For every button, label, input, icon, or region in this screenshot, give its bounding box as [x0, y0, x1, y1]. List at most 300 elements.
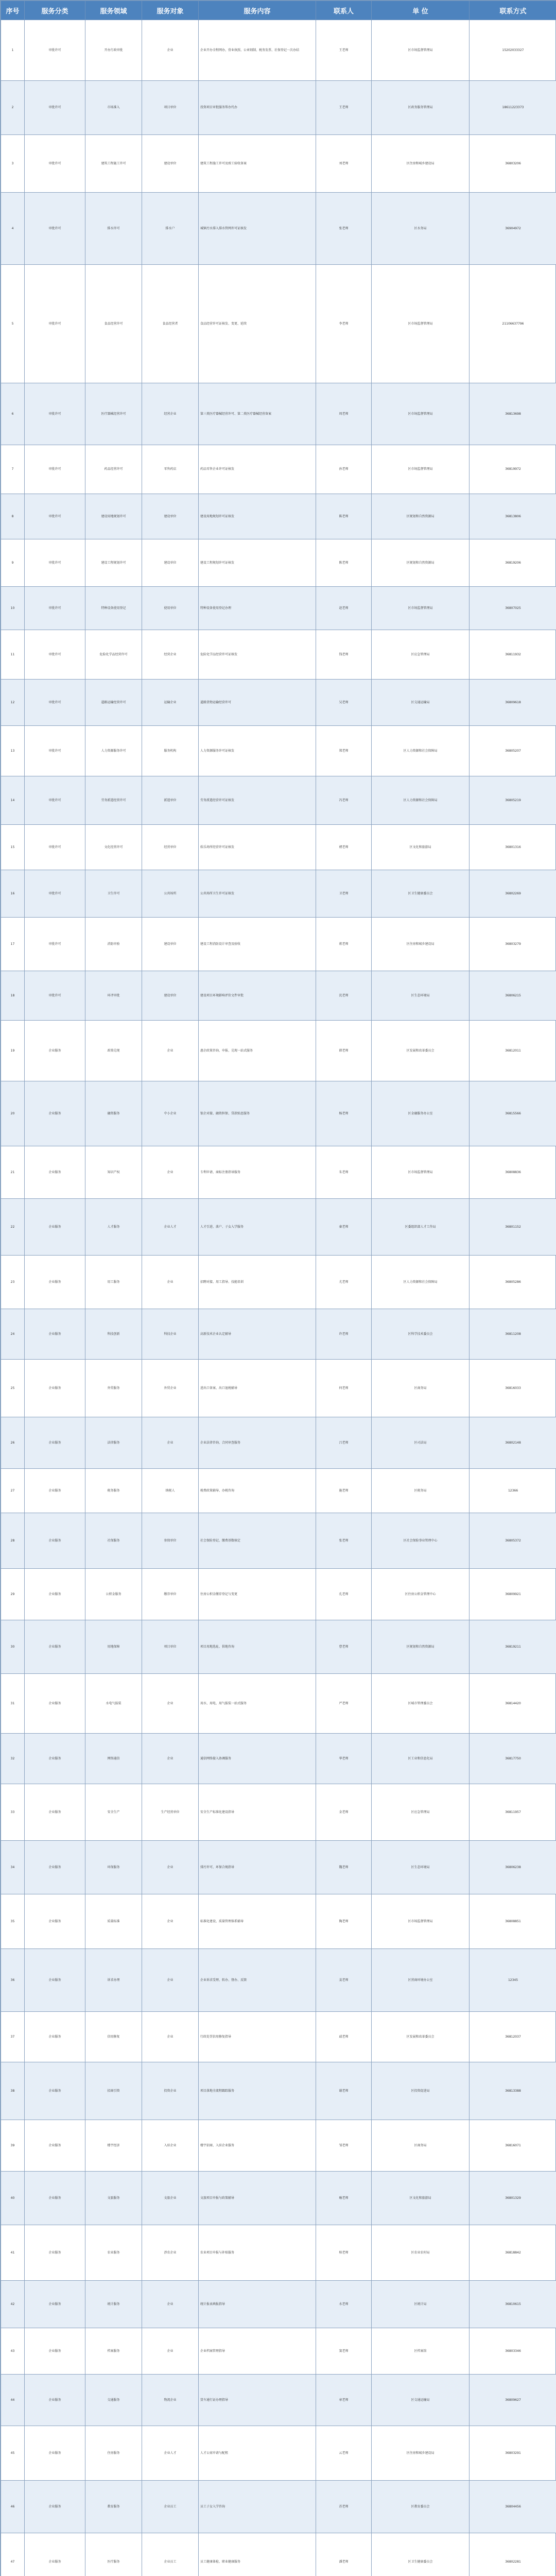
table-row: [1, 971, 556, 1021]
row-number: 45: [1, 2426, 25, 2481]
contact-person: 苏老师: [316, 2481, 372, 2533]
table-row: [1, 1256, 556, 1309]
service-unit: 区市场监督管理局: [372, 20, 470, 81]
contact-phone: 36816033: [470, 1360, 556, 1417]
service-category: 审批许可: [25, 870, 85, 918]
table-row: [1, 2533, 556, 2576]
table-row: [1, 1734, 556, 1784]
service-content: 企业开办全程网办，营业执照、公章刻制、税务发票、社保登记一次办结: [199, 20, 316, 81]
row-number: 30: [1, 1620, 25, 1674]
service-category: 企业服务: [25, 1199, 85, 1256]
table-row: [1, 1081, 556, 1146]
contact-phone: 36805207: [470, 726, 556, 776]
service-field: 药品经营许可: [85, 445, 142, 494]
service-unit: 区交通运输局: [372, 680, 470, 726]
service-field: 楼宇经济: [85, 2120, 142, 2172]
table-row: [1, 81, 556, 135]
service-category: 企业服务: [25, 1309, 85, 1360]
service-category: 企业服务: [25, 1569, 85, 1620]
contact-person: 喻老师: [316, 2172, 372, 2225]
contact-phone: 36819206: [470, 539, 556, 587]
service-category: 审批许可: [25, 587, 85, 630]
service-category: 审批许可: [25, 135, 85, 193]
table-header-row: [1, 1, 556, 20]
service-unit: 区住房公积金管理中心: [372, 1569, 470, 1620]
header-no: 序号: [1, 1, 25, 20]
row-number: 43: [1, 2328, 25, 2375]
contact-phone: 36802148: [470, 1417, 556, 1469]
service-content: 税费政策辅导、办税咨询: [199, 1469, 316, 1513]
service-field: 诉求办理: [85, 1949, 142, 2012]
service-unit: 区商务局: [372, 1360, 470, 1417]
contact-person: 许老师: [316, 1309, 372, 1360]
service-target: 经营单位: [142, 825, 199, 870]
service-field: 建设用地规划许可: [85, 494, 142, 539]
contact-person: 孔老师: [316, 1569, 372, 1620]
row-number: 17: [1, 918, 25, 971]
contact-phone: 36811932: [470, 630, 556, 680]
service-unit: 区规划和自然资源局: [372, 494, 470, 539]
service-content: 食品经营许可证核发、变更、延续: [199, 265, 316, 383]
service-category: 审批许可: [25, 494, 85, 539]
service-category: 审批许可: [25, 20, 85, 81]
contact-person: 孙老师: [316, 445, 372, 494]
contact-person: 邹老师: [316, 2120, 372, 2172]
service-unit: 区市场监督管理局: [372, 1146, 470, 1199]
contact-phone: 36803206: [470, 135, 556, 193]
service-target: 企业: [142, 2012, 199, 2062]
service-field: 环保服务: [85, 1841, 142, 1894]
service-field: 医疗服务: [85, 2533, 142, 2576]
service-content: 企业档案管理指导: [199, 2328, 316, 2375]
service-content: 人才引进、落户、子女入学服务: [199, 1199, 316, 1256]
service-unit: 区市场监督管理局: [372, 587, 470, 630]
service-unit: 区生态环境局: [372, 971, 470, 1021]
contact-phone: 36809921: [470, 1569, 556, 1620]
service-category: 企业服务: [25, 1620, 85, 1674]
service-content: 项目落地全流程跟踪服务: [199, 2062, 316, 2120]
service-field: 交通服务: [85, 2375, 142, 2426]
service-category: 审批许可: [25, 630, 85, 680]
service-target: 企业: [142, 1021, 199, 1081]
table-row: [1, 1569, 556, 1620]
service-target: 中小企业: [142, 1081, 199, 1146]
service-unit: 区住房和城乡建设局: [372, 135, 470, 193]
service-field: 建筑工程施工许可: [85, 135, 142, 193]
row-number: 12: [1, 680, 25, 726]
service-unit: 区住房和城乡建设局: [372, 918, 470, 971]
service-content: 第三类医疗器械经营许可、第二类医疗器械经营备案: [199, 383, 316, 445]
contact-person: 何老师: [316, 1360, 372, 1417]
contact-phone: 21106637796: [470, 265, 556, 383]
service-unit: 区农业农村局: [372, 2225, 470, 2281]
row-number: 22: [1, 1199, 25, 1256]
service-unit: 区委组织部人才工作局: [372, 1199, 470, 1256]
service-target: 企业: [142, 1949, 199, 2012]
contact-person: 蒋老师: [316, 918, 372, 971]
service-target: 纳税人: [142, 1469, 199, 1513]
service-content: 住房公积金缴存登记与变更: [199, 1569, 316, 1620]
contact-person: 谢老师: [316, 2062, 372, 2120]
contact-phone: 36811208: [470, 1309, 556, 1360]
contact-person: 周老师: [316, 383, 372, 445]
contact-phone: 36809618: [470, 680, 556, 726]
row-number: 32: [1, 1734, 25, 1784]
service-target: 企业员工: [142, 2533, 199, 2576]
service-target: 企业: [142, 1841, 199, 1894]
table-row: [1, 1841, 556, 1894]
service-field: 统计服务: [85, 2281, 142, 2328]
table-row: [1, 135, 556, 193]
service-unit: 区规划和自然资源局: [372, 539, 470, 587]
service-category: 企业服务: [25, 2328, 85, 2375]
contact-person: 秦老师: [316, 1199, 372, 1256]
row-number: 23: [1, 1256, 25, 1309]
contact-person: 窦老师: [316, 2328, 372, 2375]
service-target: 入驻企业: [142, 2120, 199, 2172]
table-row: [1, 630, 556, 680]
service-field: 危险化学品经营许可: [85, 630, 142, 680]
service-field: 特种设备使用登记: [85, 587, 142, 630]
table-row: [1, 1674, 556, 1734]
service-category: 企业服务: [25, 1674, 85, 1734]
contact-phone: 36812011: [470, 1021, 556, 1081]
service-category: 审批许可: [25, 726, 85, 776]
service-target: 项目单位: [142, 81, 199, 135]
row-number: 16: [1, 870, 25, 918]
service-unit: 区税务局: [372, 1469, 470, 1513]
service-category: 企业服务: [25, 1081, 85, 1146]
service-field: 税务服务: [85, 1469, 142, 1513]
row-number: 18: [1, 971, 25, 1021]
table-row: [1, 2172, 556, 2225]
service-unit: 区政务服务管理局: [372, 81, 470, 135]
row-number: 31: [1, 1674, 25, 1734]
service-category: 企业服务: [25, 2225, 85, 2281]
header-unit: 单 位: [372, 1, 470, 20]
contact-person: 施老师: [316, 1469, 372, 1513]
service-unit: 区市场监督管理局: [372, 445, 470, 494]
service-content: 员工子女入学咨询: [199, 2481, 316, 2533]
service-unit: 区水务局: [372, 193, 470, 265]
service-content: 企业法律咨询、合同审查服务: [199, 1417, 316, 1469]
service-unit: 区城市管理委员会: [372, 1674, 470, 1734]
row-number: 39: [1, 2120, 25, 2172]
service-target: 企业: [142, 1256, 199, 1309]
service-target: 建设单位: [142, 971, 199, 1021]
service-target: 排水户: [142, 193, 199, 265]
contact-person: 华老师: [316, 1734, 372, 1784]
service-content: 企业诉求受理、转办、督办、反馈: [199, 1949, 316, 2012]
contact-person: 张老师: [316, 193, 372, 265]
service-content: 银企对接、融资担保、贷款贴息服务: [199, 1081, 316, 1146]
service-field: 网络通信: [85, 1734, 142, 1784]
service-content: 建设用地规划许可证核发: [199, 494, 316, 539]
service-field: 社保服务: [85, 1513, 142, 1569]
contact-phone: 36807025: [470, 587, 556, 630]
contact-phone: 36813806: [470, 494, 556, 539]
contact-phone: 36813698: [470, 383, 556, 445]
service-field: 开办行政审批: [85, 20, 142, 81]
row-number: 11: [1, 630, 25, 680]
table-row: [1, 383, 556, 445]
service-unit: 区市场监督管理局: [372, 383, 470, 445]
service-field: 人力资源服务许可: [85, 726, 142, 776]
service-content: 人力资源服务许可证核发: [199, 726, 316, 776]
table-row: [1, 918, 556, 971]
row-number: 21: [1, 1146, 25, 1199]
table-row: [1, 1949, 556, 2012]
service-target: 企业: [142, 1894, 199, 1949]
service-unit: 区发展和改革委员会: [372, 2012, 470, 2062]
row-number: 38: [1, 2062, 25, 2120]
service-target: 生产经营单位: [142, 1784, 199, 1841]
header-phone: 联系方式: [470, 1, 556, 20]
contact-phone: 36803291: [470, 2426, 556, 2481]
service-target: 参保单位: [142, 1513, 199, 1569]
service-target: 科技企业: [142, 1309, 199, 1360]
service-field: 外贸服务: [85, 1360, 142, 1417]
contact-phone: 36819211: [470, 1620, 556, 1674]
contact-person: 云老师: [316, 2426, 372, 2481]
service-target: 食品经营者: [142, 265, 199, 383]
row-number: 6: [1, 383, 25, 445]
row-number: 25: [1, 1360, 25, 1417]
service-target: 经营企业: [142, 630, 199, 680]
service-field: 建设工程规划许可: [85, 539, 142, 587]
table-row: [1, 20, 556, 81]
service-category: 审批许可: [25, 81, 85, 135]
contact-person: 刘老师: [316, 135, 372, 193]
row-number: 29: [1, 1569, 25, 1620]
service-content: 城镇污水排入排水管网许可证核发: [199, 193, 316, 265]
contact-phone: 36806238: [470, 1841, 556, 1894]
service-target: 物流企业: [142, 2375, 199, 2426]
contact-person: 章老师: [316, 2375, 372, 2426]
service-target: 文旅企业: [142, 2172, 199, 2225]
service-content: 特种设备使用登记办理: [199, 587, 316, 630]
service-content: 娱乐场所经营许可证核发: [199, 825, 316, 870]
table-row: [1, 587, 556, 630]
contact-phone: 36812037: [470, 2012, 556, 2062]
service-target: 运输企业: [142, 680, 199, 726]
contact-phone: 36805219: [470, 776, 556, 825]
header-field: 服务领域: [85, 1, 142, 20]
table-row: [1, 1309, 556, 1360]
service-unit: 区人力资源和社会保障局: [372, 1256, 470, 1309]
service-target: 派遣单位: [142, 776, 199, 825]
table-row: [1, 445, 556, 494]
row-number: 36: [1, 1949, 25, 2012]
contact-phone: 12366: [470, 1469, 556, 1513]
contact-phone: 36803346: [470, 2328, 556, 2375]
service-unit: 区生态环境局: [372, 1841, 470, 1894]
service-unit: 区应急管理局: [372, 1784, 470, 1841]
service-field: 道路运输经营许可: [85, 680, 142, 726]
contact-phone: 36801152: [470, 1199, 556, 1256]
row-number: 14: [1, 776, 25, 825]
row-number: 1: [1, 20, 25, 81]
row-number: 40: [1, 2172, 25, 2225]
service-content: 危险化学品经营许可证核发: [199, 630, 316, 680]
service-target: 企业: [142, 1417, 199, 1469]
table-row: [1, 1146, 556, 1199]
contact-phone: 36904972: [470, 193, 556, 265]
service-category: 企业服务: [25, 2062, 85, 2120]
service-category: 审批许可: [25, 445, 85, 494]
service-target: 缴存单位: [142, 1569, 199, 1620]
service-content: 公共场所卫生许可证核发: [199, 870, 316, 918]
service-unit: 区人力资源和社会保障局: [372, 776, 470, 825]
service-category: 企业服务: [25, 1784, 85, 1841]
table-row: [1, 776, 556, 825]
service-category: 企业服务: [25, 1417, 85, 1469]
service-content: 投资项目审批服务帮办代办: [199, 81, 316, 135]
service-content: 员工健康体检、职业健康服务: [199, 2533, 316, 2576]
contact-phone: 36801316: [470, 825, 556, 870]
service-unit: 区住房和城乡建设局: [372, 2426, 470, 2481]
service-content: 建设项目环境影响评价文件审批: [199, 971, 316, 1021]
row-number: 13: [1, 726, 25, 776]
table-row: [1, 1417, 556, 1469]
service-content: 人才公寓申请与配租: [199, 2426, 316, 2481]
contact-phone: 36810615: [470, 2281, 556, 2328]
service-unit: 区应急管理局: [372, 630, 470, 680]
service-target: 企业人才: [142, 2426, 199, 2481]
contact-person: 陶老师: [316, 1894, 372, 1949]
service-content: 用水、用电、用气报装一站式服务: [199, 1674, 316, 1734]
contact-phone: 36818842: [470, 2225, 556, 2281]
service-category: 审批许可: [25, 971, 85, 1021]
service-category: 企业服务: [25, 2120, 85, 2172]
service-content: 统计报表填报指导: [199, 2281, 316, 2328]
service-content: 建设工程消防设计审查及验收: [199, 918, 316, 971]
row-number: 20: [1, 1081, 25, 1146]
service-category: 企业服务: [25, 1360, 85, 1417]
service-unit: 区文化和旅游局: [372, 2172, 470, 2225]
service-field: 医疗器械经营许可: [85, 383, 142, 445]
service-target: 建设单位: [142, 494, 199, 539]
row-number: 35: [1, 1894, 25, 1949]
service-unit: 区教育委员会: [372, 2481, 470, 2533]
table-row: [1, 870, 556, 918]
contact-person: 姜老师: [316, 1949, 372, 2012]
service-field: 用工服务: [85, 1256, 142, 1309]
table-row: [1, 1469, 556, 1513]
service-field: 安全生产: [85, 1784, 142, 1841]
row-number: 33: [1, 1784, 25, 1841]
row-number: 15: [1, 825, 25, 870]
contact-phone: 36805372: [470, 1513, 556, 1569]
table-row: [1, 2281, 556, 2328]
row-number: 2: [1, 81, 25, 135]
service-category: 审批许可: [25, 918, 85, 971]
contact-person: 卫老师: [316, 870, 372, 918]
contact-person: 郑老师: [316, 726, 372, 776]
service-target: 企业: [142, 20, 199, 81]
service-field: 教育服务: [85, 2481, 142, 2533]
row-number: 24: [1, 1309, 25, 1360]
service-content: 社会保险登记、缴费基数核定: [199, 1513, 316, 1569]
service-unit: 区商务局: [372, 2120, 470, 2172]
row-number: 42: [1, 2281, 25, 2328]
contact-phone: 36806215: [470, 971, 556, 1021]
service-category: 企业服务: [25, 2426, 85, 2481]
service-target: 企业员工: [142, 2481, 199, 2533]
contact-phone: 36801329: [470, 2172, 556, 2225]
service-field: 科技创新: [85, 1309, 142, 1360]
contact-person: 严老师: [316, 1674, 372, 1734]
table-row: [1, 193, 556, 265]
service-field: 市场准入: [85, 81, 142, 135]
header-target: 服务对象: [142, 1, 199, 20]
service-content: 行政处罚信用修复指导: [199, 2012, 316, 2062]
contact-phone: 36802281: [470, 2533, 556, 2576]
service-field: 质量标准: [85, 1894, 142, 1949]
service-field: 水电气报装: [85, 1674, 142, 1734]
row-number: 4: [1, 193, 25, 265]
service-field: 卫生许可: [85, 870, 142, 918]
header-content: 服务内容: [199, 1, 316, 20]
contact-person: 赵老师: [316, 587, 372, 630]
service-content: 高新技术企业认定辅导: [199, 1309, 316, 1360]
service-content: 药品零售企业许可证核发: [199, 445, 316, 494]
contact-person: 朱老师: [316, 1146, 372, 1199]
contact-person: 曹老师: [316, 1620, 372, 1674]
contact-phone: 36815566: [470, 1081, 556, 1146]
service-unit: 区卫生健康委员会: [372, 2533, 470, 2576]
contact-phone: 36814420: [470, 1674, 556, 1734]
service-category: 企业服务: [25, 1469, 85, 1513]
service-field: 知识产权: [85, 1146, 142, 1199]
table-row: [1, 1021, 556, 1081]
row-number: 37: [1, 2012, 25, 2062]
contact-person: 韩老师: [316, 1021, 372, 1081]
service-field: 法律服务: [85, 1417, 142, 1469]
service-target: 公共场所: [142, 870, 199, 918]
table-row: [1, 726, 556, 776]
service-unit: 区市场监督管理局: [372, 1894, 470, 1949]
row-number: 34: [1, 1841, 25, 1894]
row-number: 5: [1, 265, 25, 383]
row-number: 41: [1, 2225, 25, 2281]
service-category: 企业服务: [25, 2481, 85, 2533]
service-field: 环评审批: [85, 971, 142, 1021]
contact-phone: 36804456: [470, 2481, 556, 2533]
service-field: 档案服务: [85, 2328, 142, 2375]
table-row: [1, 2328, 556, 2375]
service-target: 企业: [142, 1734, 199, 1784]
service-category: 企业服务: [25, 1949, 85, 2012]
contact-phone: 36809627: [470, 2375, 556, 2426]
service-field: 食品经营许可: [85, 265, 142, 383]
service-field: 信用修复: [85, 2012, 142, 2062]
row-number: 27: [1, 1469, 25, 1513]
service-target: 涉农企业: [142, 2225, 199, 2281]
service-content: 进出口备案、出口退税辅导: [199, 1360, 316, 1417]
service-content: 安全生产标准化建设指导: [199, 1784, 316, 1841]
service-category: 企业服务: [25, 1146, 85, 1199]
service-category: 企业服务: [25, 1256, 85, 1309]
table-row: [1, 265, 556, 383]
contact-person: 王老师: [316, 20, 372, 81]
service-field: 政策兑现: [85, 1021, 142, 1081]
service-field: 劳务派遣经营许可: [85, 776, 142, 825]
table-row: [1, 2375, 556, 2426]
service-content: 招聘对接、用工指导、技能培训: [199, 1256, 316, 1309]
service-content: 劳务派遣经营许可证核发: [199, 776, 316, 825]
row-number: 9: [1, 539, 25, 587]
